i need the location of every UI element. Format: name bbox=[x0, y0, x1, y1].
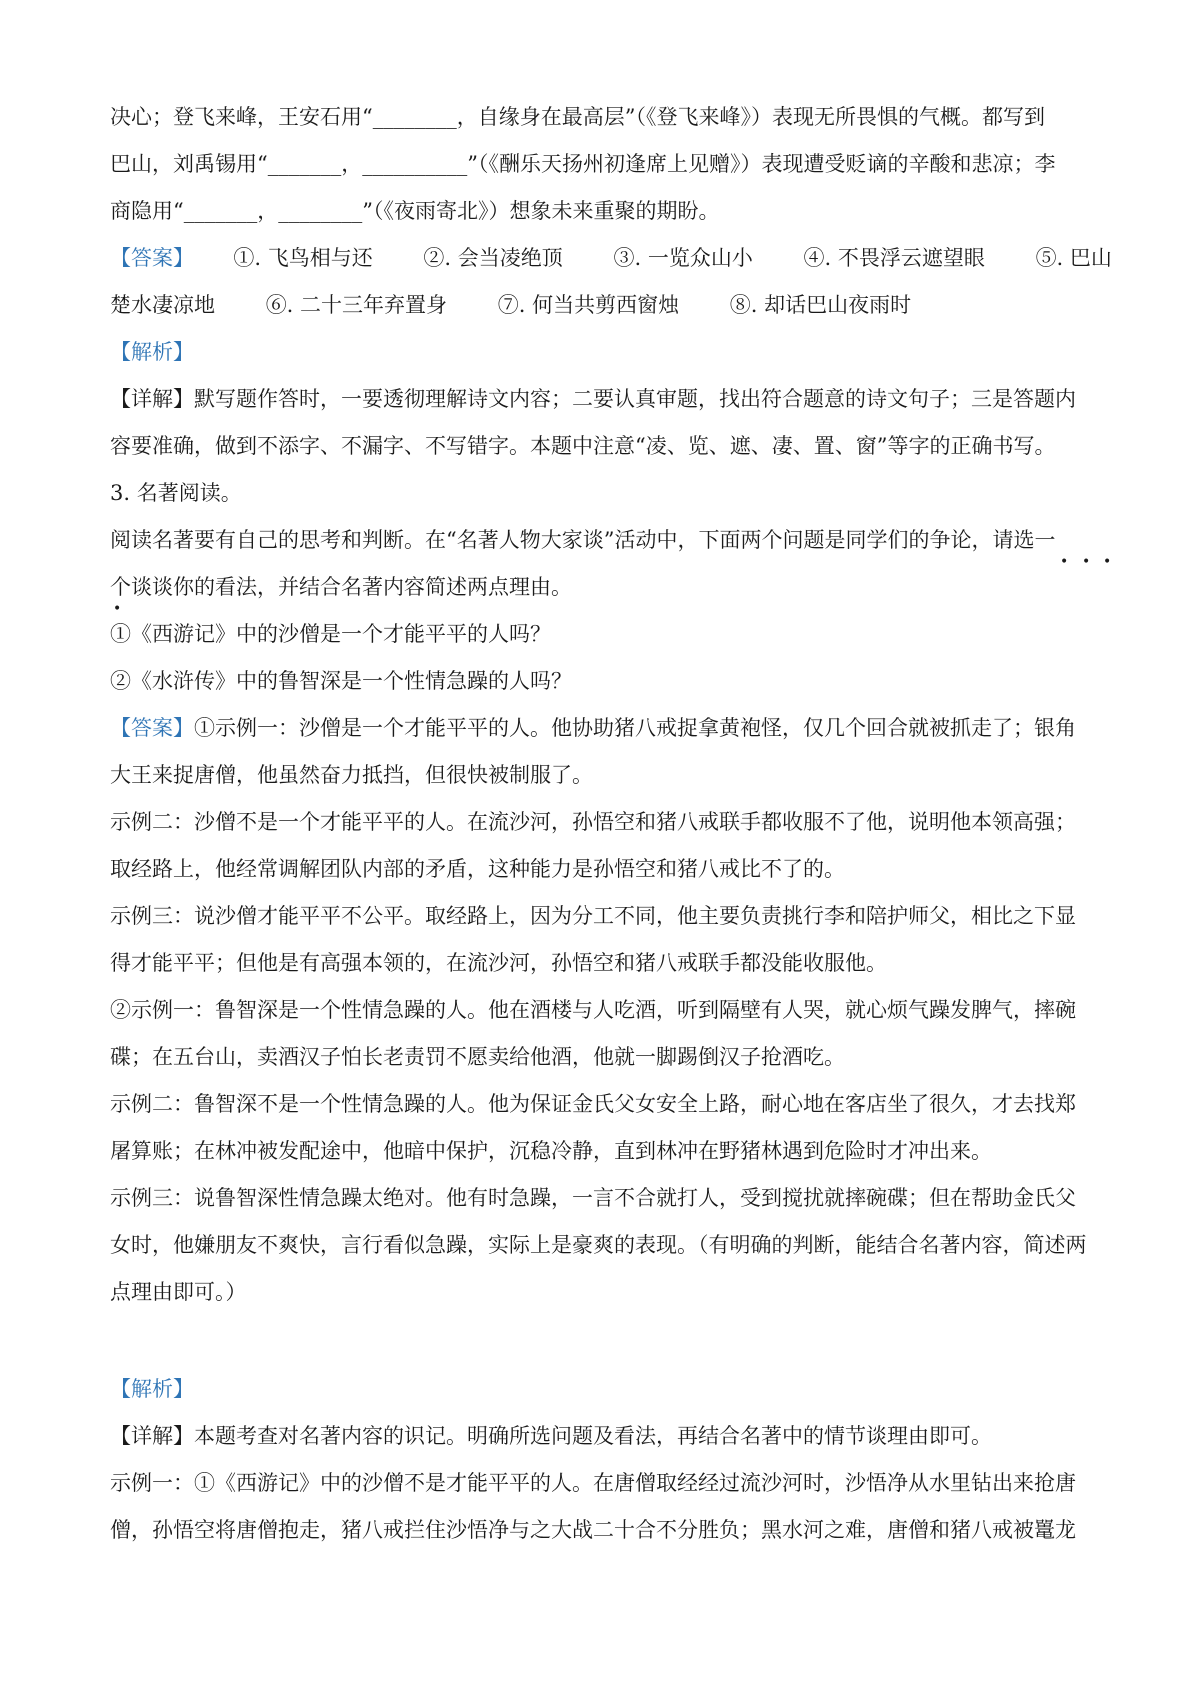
analysis-tag: 【解析】 bbox=[110, 340, 194, 364]
answer-item: ⑦. 何当共剪西窗烛 bbox=[497, 293, 680, 317]
intro-text: 个谈谈你的看法，并结合名著内容简述两点理由。 bbox=[110, 575, 572, 599]
text-line: 示例二：沙僧不是一个才能平平的人。在流沙河，孙悟空和猪八戒联手都收服不了他，说明他本领高强； bbox=[110, 810, 1076, 834]
answer-line bbox=[110, 705, 1104, 752]
detail-text: 默写题作答时，一要透彻理解诗文内容；二要认真审题，找出符合题意的诗文句子；三是答题内 bbox=[194, 387, 1076, 411]
text-line bbox=[110, 517, 1112, 570]
text-line: ②示例一：鲁智深是一个性情急躁的人。他在酒楼与人吃酒，听到隔壁有人哭，就心烦气躁发脾气，摔碗 bbox=[110, 998, 1076, 1022]
detail-tag: 【详解】 bbox=[110, 1424, 194, 1448]
answer-tag: 【答案】 bbox=[110, 246, 194, 270]
text-line: 巴山，刘禹锡用“_______，__________”（《酬乐天扬州初逢席上见赠》）表现遭受贬谪的辛酸和悲凉；李 bbox=[110, 152, 1056, 176]
analysis-tag: 【解析】 bbox=[110, 1377, 194, 1401]
text-line: 大王来捉唐僧，他虽然奋力抵挡，但很快被制服了。 bbox=[110, 763, 593, 787]
detail-line bbox=[110, 376, 1104, 423]
answer-item: 楚水凄凉地 bbox=[110, 293, 215, 317]
emphasis-dot: • bbox=[1082, 554, 1091, 570]
answer-item: ⑤. 巴山 bbox=[1035, 246, 1112, 270]
answer-row bbox=[110, 282, 1104, 329]
answer-item: ③. 一览众山小 bbox=[613, 246, 753, 270]
emphasis-dot: • bbox=[1103, 554, 1112, 570]
text-line bbox=[110, 564, 1104, 617]
text-line: 僧，孙悟空将唐僧抱走，猪八戒拦住沙悟净与之大战二十合不分胜负；黑水河之难，唐僧和猪八戒被鼍龙 bbox=[110, 1518, 1076, 1542]
text-line: 点理由即可。） bbox=[110, 1280, 247, 1304]
answer-item: ①. 飞鸟相与还 bbox=[233, 246, 373, 270]
analysis-heading bbox=[110, 1366, 1104, 1413]
text-line: 商隐用“_______，________”（《夜雨寄北》）想象未来重聚的期盼。 bbox=[110, 199, 720, 223]
text-line: 女时，他嫌朋友不爽快，言行看似急躁，实际上是豪爽的表现。（有明确的判断，能结合名著内容，简述两 bbox=[110, 1233, 1087, 1257]
answer-text: ①示例一：沙僧是一个才能平平的人。他协助猪八戒捉拿黄袍怪，仅几个回合就被抓走了；银角 bbox=[194, 716, 1076, 740]
detail-line bbox=[110, 1413, 1104, 1460]
detail-tag: 【详解】 bbox=[110, 387, 194, 411]
question-title: 3. 名著阅读。 bbox=[110, 481, 242, 505]
answer-item: ⑧. 却话巴山夜雨时 bbox=[729, 293, 912, 317]
emphasis-dot: • bbox=[1060, 554, 1069, 570]
answer-tag: 【答案】 bbox=[110, 716, 194, 740]
text-line: 示例三：说鲁智深性情急躁太绝对。他有时急躁，一言不合就打人，受到搅扰就摔碗碟；但在帮助金氏父 bbox=[110, 1186, 1076, 1210]
answer-row bbox=[110, 235, 1112, 282]
text-line: 示例三：说沙僧才能平平不公平。取经路上，因为分工不同，他主要负责挑行李和陪护师父，相比之下显 bbox=[110, 904, 1076, 928]
intro-text: 阅读名著要有自己的思考和判断。在“名著人物大家谈”活动中，下面两个问题是同学们的争论，请选一 bbox=[110, 528, 1056, 552]
text-line: 容要准确，做到不添字、不漏字、不写错字。本题中注意“凌、览、遮、凄、置、窗”等字的正确书写。 bbox=[110, 434, 1056, 458]
detail-text: 本题考查对名著内容的识记。明确所选问题及看法，再结合名著中的情节谈理由即可。 bbox=[194, 1424, 992, 1448]
text-line: 屠算账；在林冲被发配途中，他暗中保护，沉稳冷静，直到林冲在野猪林遇到危险时才冲出来。 bbox=[110, 1139, 992, 1163]
emphasis-dot: • bbox=[113, 601, 122, 617]
text-line: 取经路上，他经常调解团队内部的矛盾，这种能力是孙悟空和猪八戒比不了的。 bbox=[110, 857, 845, 881]
question-item: ①《西游记》中的沙僧是一个才能平平的人吗？ bbox=[110, 622, 551, 646]
text-line: 得才能平平；但他是有高强本领的，在流沙河，孙悟空和猪八戒联手都没能收服他。 bbox=[110, 951, 887, 975]
text-line: 示例二：鲁智深不是一个性情急躁的人。他为保证金氏父女安全上路，耐心地在客店坐了很久，才去找郑 bbox=[110, 1092, 1076, 1116]
answer-item: ④. 不畏浮云遮望眼 bbox=[803, 246, 985, 270]
spacer bbox=[110, 1316, 1104, 1366]
answer-item: ⑥. 二十三年弃置身 bbox=[265, 293, 448, 317]
analysis-heading bbox=[110, 329, 1104, 376]
answer-item: ②. 会当凌绝顶 bbox=[423, 246, 563, 270]
question-item: ②《水浒传》中的鲁智深是一个性情急躁的人吗？ bbox=[110, 669, 572, 693]
text-line: 示例一：①《西游记》中的沙僧不是才能平平的人。在唐僧取经经过流沙河时，沙悟净从水里钻出来抢唐 bbox=[110, 1471, 1076, 1495]
text-line: 碟；在五台山，卖酒汉子怕长老责罚不愿卖给他酒，他就一脚踢倒汉子抢酒吃。 bbox=[110, 1045, 845, 1069]
text-line: 决心；登飞来峰，王安石用“________，自缘身在最高层”（《登飞来峰》）表现无所畏惧的气概。都写到 bbox=[110, 105, 1045, 129]
